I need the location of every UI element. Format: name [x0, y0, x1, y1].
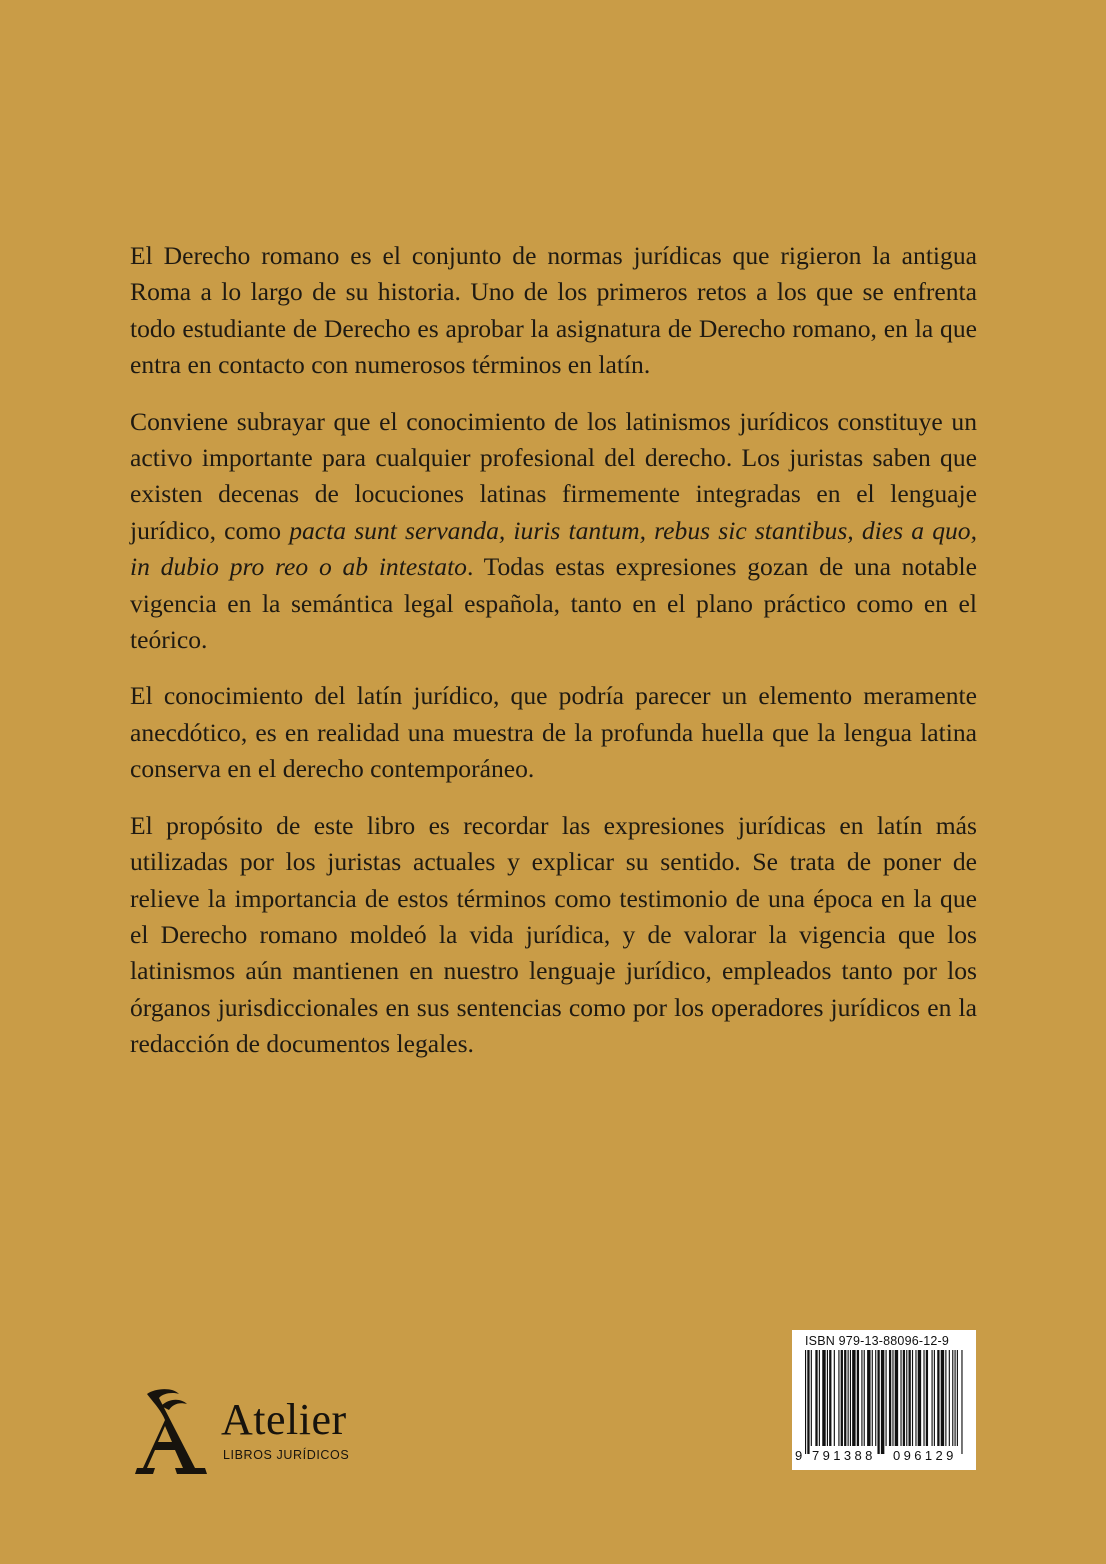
atelier-a-icon [133, 1388, 215, 1478]
barcode-bar [900, 1350, 901, 1446]
isbn-label: ISBN 979-13-88096-12-9 [805, 1334, 950, 1348]
barcode-bar [877, 1350, 879, 1454]
barcode-bar [844, 1350, 846, 1446]
barcode-bar [952, 1350, 953, 1446]
barcode-bar [949, 1350, 950, 1446]
barcode-bar [955, 1350, 956, 1446]
barcode-bar [909, 1350, 911, 1446]
barcode-bar [822, 1350, 825, 1446]
barcode-bar [815, 1350, 817, 1446]
barcode-bar [932, 1350, 933, 1446]
blurb-paragraph-2 [130, 404, 977, 659]
barcode-bar [881, 1350, 884, 1454]
blurb-paragraph-2-start: Conviene subrayar que el conocimiento de los latinismos jurídicos constituye un activo importante para cualquier profesional del derecho. Los juristas saben que existen decenas de locuciones latinas firmemente integradas en el lenguaje jurídico, como [130, 406, 977, 545]
barcode-bar [961, 1350, 962, 1454]
barcode-bars [805, 1350, 965, 1458]
publisher-logo [133, 1388, 373, 1478]
barcode-bar [848, 1350, 849, 1446]
barcode-bar [829, 1350, 831, 1446]
barcode-bar [923, 1350, 924, 1446]
barcode-bar [850, 1350, 851, 1446]
barcode-bar [852, 1350, 855, 1446]
barcode-bar [838, 1350, 839, 1446]
barcode-bar [886, 1350, 887, 1446]
barcode-bar [937, 1350, 939, 1446]
latin-expressions: pacta sunt servanda, iuris tantum, rebus sic stantibus, dies a quo, in dubio pro reo o ab intestato [130, 515, 977, 582]
barcode-bar [912, 1350, 913, 1446]
barcode-bar [957, 1350, 958, 1446]
barcode-bar [918, 1350, 921, 1446]
barcode-bar [834, 1350, 835, 1446]
barcode-bar [926, 1350, 928, 1446]
barcode-bar [805, 1350, 806, 1454]
barcode-digits-right: 096129 [893, 1448, 957, 1463]
barcode-bar [895, 1350, 898, 1446]
barcode-bar [941, 1350, 944, 1446]
barcode-digit-first: 9 [795, 1448, 803, 1463]
blurb-paragraph-3: El conocimiento del latín jurídico, que podría parecer un elemento meramente anecdótico, es en realidad una muestra de la profunda huella que la lengua latina conserva en el derecho contemporáneo. [130, 681, 977, 784]
publisher-name: Atelier [221, 1395, 347, 1444]
barcode-bar [811, 1350, 812, 1446]
barcode-bar [915, 1350, 916, 1446]
blurb-paragraph-4: El propósito de este libro es recordar las expresiones jurídicas en latín más utilizadas por los juristas actuales y explicar su sentido. Se trata de poner de relieve la importancia de estos términos como testimonio de una época en la que el Derecho romano moldeó la vida jurídica, y de valorar la vigencia que los latinismos aún mantienen en nuestro lenguaje jurídico, empleados tanto por los órganos jurisdiccionales en sus sentencias como por los operadores jurídicos en la redacción de documentos legales. [130, 810, 977, 1059]
barcode-bar [841, 1350, 843, 1446]
blurb-paragraph-2-end: . Todas estas expresiones gozan de una notable vigencia en la semántica legal española, tanto en el plano práctico como en el teórico. [130, 552, 977, 655]
barcode-bar [906, 1350, 907, 1446]
barcode-bar [861, 1350, 862, 1446]
barcode-bar [867, 1350, 870, 1446]
barcode-bar [903, 1350, 905, 1446]
barcode-bar [934, 1350, 935, 1446]
barcode-bar [889, 1350, 891, 1446]
isbn-barcode [792, 1330, 976, 1470]
barcode-bar [819, 1350, 820, 1446]
barcode-bar [872, 1350, 873, 1446]
back-cover-blurb [130, 238, 977, 1083]
barcode-bar [857, 1350, 859, 1446]
barcode-bar [864, 1350, 865, 1446]
barcode-bar [945, 1350, 946, 1446]
barcode-bar [827, 1350, 828, 1446]
barcode-bar [807, 1350, 809, 1454]
barcode-digits-left: 791388 [812, 1448, 876, 1463]
barcode-bar [892, 1350, 893, 1446]
blurb-paragraph-1: El Derecho romano es el conjunto de normas jurídicas que rigieron la antigua Roma a lo largo de su historia. Uno de los primeros retos a los que se enfrenta todo estudiante de Derecho es aprobar la asignatura de Derecho romano, en la que entra en contacto con numerosos términos en latín. [130, 241, 977, 380]
barcode-bar [875, 1350, 876, 1446]
publisher-tagline: LIBROS JURÍDICOS [223, 1448, 350, 1462]
